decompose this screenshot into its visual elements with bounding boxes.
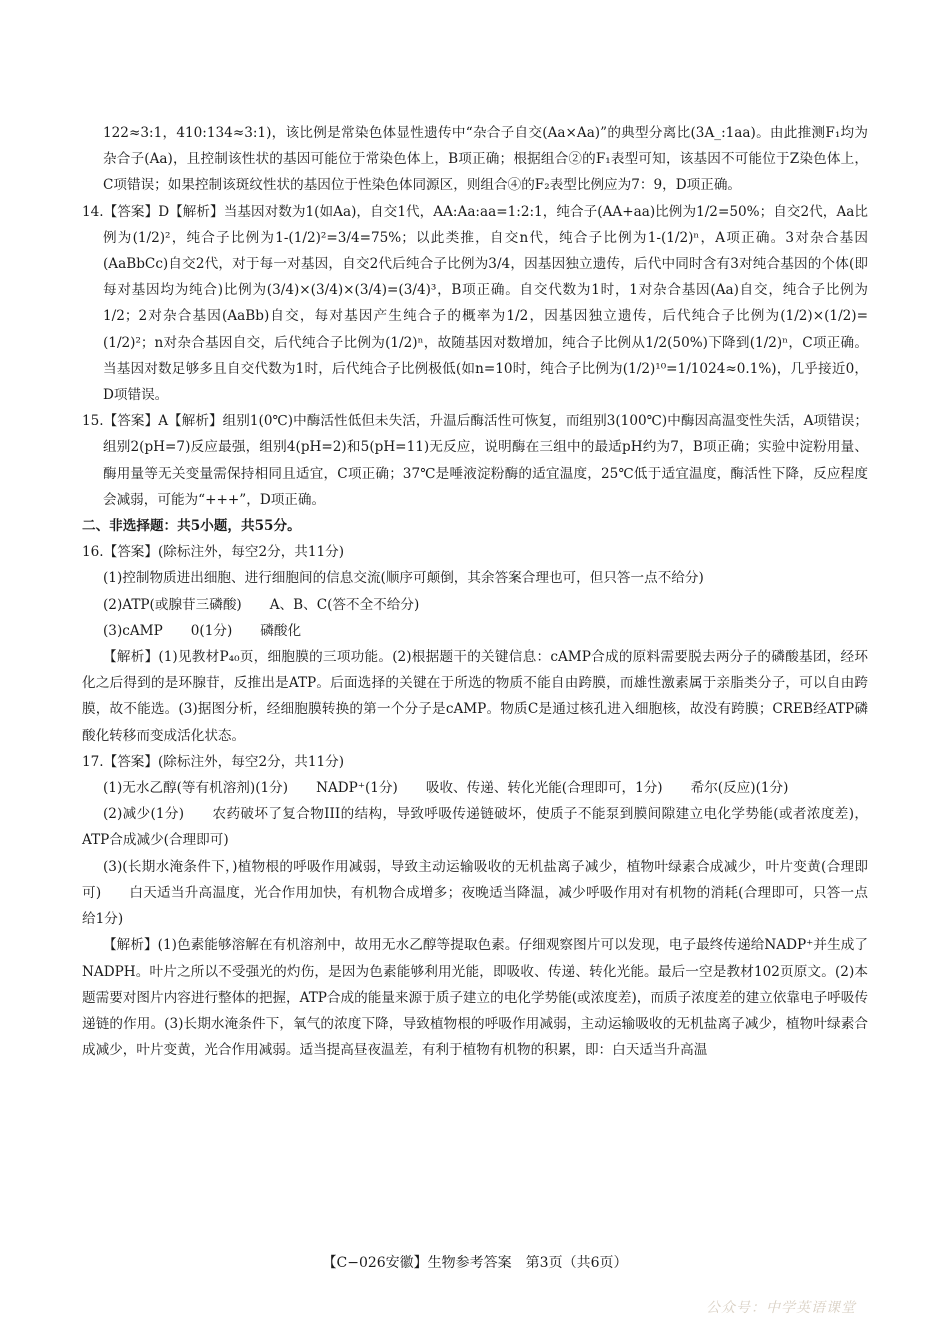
q16-answer-1: (1)控制物质进出细胞、进行细胞间的信息交流(顺序可颠倒，其余答案合理也可，但只答一点不给分) xyxy=(103,570,704,587)
q17-explanation: 【解析】(1)色素能够溶解在有机溶剂中，故用无水乙醇等提取色素。仔细观察图片可以发现，电子最终传递给NADP⁺并生成了NADPH。叶片之所以不受强光的灼伤，是因为色素能够利用光能，即吸收、传递、转化光能。最后一空是教材102页原文。(2)本题需要对图片内容进行整体的把握，ATP合成的能量来源于质子建立的电化学势能(或浓度差)，而质子浓度差的建立依靠电子呼吸传递链的作用。(3)长期水淹条件下，氧气的浓度下降，导致植物根的呼吸作用减弱，主动运输吸收的无机盐离子减少，植物叶绿素合成减少，叶片变黄，光合作用减弱。适当提高昼夜温差，有利于植物有机物的积累，即：白天适当升高温 xyxy=(82,937,868,1059)
q13-tail: 122≈3:1，410:134≈3:1)，该比例是常染色体显性遗传中“杂合子自交(Aa×Aa)”的典型分离比(3A_:1aa)。由此推测F₁均为杂合子(Aa)，且控制该性状的基因可能位于常染色体上，B项正确；根据组合②的F₁表型可知，该基因不可能位于Z染色体上，C项错误；如果控制该斑纹性状的基因位于性染色体同源区，则组合④的F₂表型比例应为7：9，D项正确。 xyxy=(103,125,868,194)
q17-answer-1 xyxy=(82,775,868,801)
q15-answer: 15.【答案】A【解析】组别1(0℃)中酶活性低但未失活，升温后酶活性可恢复，而组别3(100℃)中酶因高温变性失活，A项错误；组别2(pH=7)反应最强，组别4(pH=2)和5(pH=11)无反应，说明酶在三组中的最适pH约为7，B项正确；实验中淀粉用量、酶用量等无关变量需保持相同且适宜，C项正确；37℃是唾液淀粉酶的适宜温度，25℃低于适宜温度，酶活性下降，反应程度会减弱，可能为“+++”，D项正确。 xyxy=(82,413,868,508)
q17-answer-2a: (2)减少(1分) xyxy=(103,806,185,823)
q16-answer-3b: 0(1分) xyxy=(190,622,233,639)
q16-answer-3 xyxy=(82,618,868,644)
q17-head: 17.【答案】(除标注外，每空2分，共11分) xyxy=(82,753,345,770)
q17-answer-1c: 吸收、传递、转化光能(合理即可，1分) xyxy=(425,780,663,797)
q17-answer-1a: (1)无水乙醇(等有机溶剂)(1分) xyxy=(103,780,289,797)
q17-answer-1d: 希尔(反应)(1分) xyxy=(690,780,789,797)
q17-answer-3a: (3)(长期水淹条件下，)植物根的呼吸作用减弱，导致主动运输吸收的无机盐离子减少，植物叶绿素合成减少，叶片变黄(合理即可) xyxy=(82,858,868,901)
page-footer: 【C−026安徽】生物参考答案 第3页（共6页） xyxy=(322,1255,628,1271)
q17-answer-3b: 白天适当升高温度，光合作用加快，有机物合成增多；夜晚适当降温，减少呼吸作用对有机物的消耗(合理即可，只答一点给1分) xyxy=(82,884,868,928)
q17-answer-3 xyxy=(82,854,868,933)
q16-answer-2a: (2)ATP(或腺苷三磷酸) xyxy=(103,596,242,613)
q17-answer-2b: 农药破坏了复合物III的结构，导致呼吸传递链破坏，使质子不能泵到膜间隙建立电化学势能(或者浓度差)，ATP合成减少(合理即可) xyxy=(82,806,869,849)
watermark: 公众号：中学英语课堂 xyxy=(706,1300,856,1316)
q17-answer-2 xyxy=(82,801,868,853)
page-content xyxy=(82,120,868,1063)
q17-answer-1b: NADP⁺(1分) xyxy=(316,780,398,797)
q16-answer-3a: (3)cAMP xyxy=(103,622,163,639)
q16-head: 16.【答案】(除标注外，每空2分，共11分) xyxy=(82,544,345,561)
q14-answer: 14.【答案】D【解析】当基因对数为1(如Aa)，自交1代，AA:Aa:aa=1:2:1，纯合子(AA+aa)比例为1/2=50%；自交2代，Aa比例为(1/2)²，纯合子比例为1-(1/2)²=3/4=75%；以此类推，自交n代，纯合子比例为1-(1/2)ⁿ，A项正确。3对杂合基因(AaBbCc)自交2代，对于每一对基因，自交2代后纯合子比例为3/4，因基因独立遗传，后代中同时含有3对纯合基因的个体(即每对基因均为纯合)比例为(3/4)×(3/4)×(3/4)=(3/4)³，B项正确。自交代数为1时，1对杂合基因(Aa)自交，纯合子比例为1/2；2对杂合基因(AaBb)自交，每对基因产生纯合子的概率为1/2，因基因独立遗传，后代纯合子比例为(1/2)×(1/2)=(1/2)²；n对杂合基因自交，后代纯合子比例为(1/2)ⁿ，故随基因对数增加，纯合子比例从1/2(50%)下降到(1/2)ⁿ，C项正确。当基因对数足够多且自交代数为1时，后代纯合子比例极低(如n=10时，纯合子比例为(1/2)¹⁰=1/1024≈0.1%)，几乎接近0，D项错误。 xyxy=(82,203,868,404)
q16-explanation: 【解析】(1)见教材P₄₀页，细胞膜的三项功能。(2)根据题干的关键信息：cAMP合成的原料需要脱去两分子的磷酸基团，经环化之后得到的是环腺苷，反推出是ATP。后面选择的关键在于所选的物质不能自由跨膜，而雄性激素属于亲脂类分子，可以自由跨膜，故不能选。(3)据图分析，经细胞膜转换的第一个分子是cAMP。物质C是通过核孔进入细胞核，故没有跨膜；CREB经ATP磷酸化转移而变成活化状态。 xyxy=(82,649,868,744)
q16-answer-2b: A、B、C(答不全不给分) xyxy=(269,596,420,613)
section-heading: 二、非选择题：共5小题，共55分。 xyxy=(82,518,301,535)
q16-answer-3c: 磷酸化 xyxy=(260,622,302,639)
q16-answer-2 xyxy=(82,592,868,618)
